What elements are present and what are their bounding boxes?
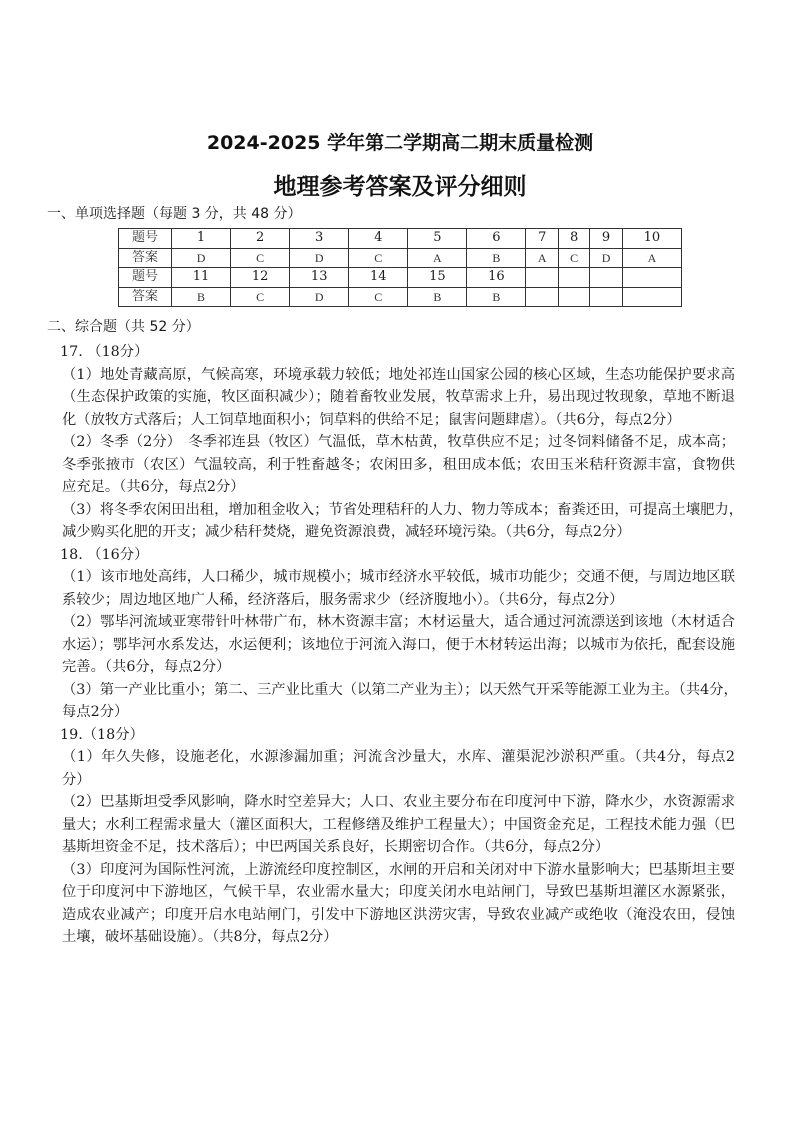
answer-line: 冬季张掖市（农区）气温较高，利于牲畜越冬；农闲田多，租田成本低；农田玉米秸秆资源丰富，食物供 (62, 456, 735, 473)
answer-line: 完善。（共6分，每点2分） (62, 659, 231, 675)
question-number-cell (590, 268, 623, 288)
answer-cell: C (231, 287, 290, 307)
answer-cell: C (559, 248, 590, 268)
answer-line: 土壤，破坏基础设施）。（共8分，每点2分） (62, 929, 338, 945)
question-number-cell: 8 (559, 229, 590, 249)
answer-cell: C (349, 248, 408, 268)
answer-cell: B (172, 287, 231, 307)
row-label: 题号 (119, 268, 172, 288)
answer-cell (526, 287, 559, 307)
answer-line: （3）印度河为国际性河流，上游流经印度控制区，水闸的开启和关闭对中下游水量影响大；巴基斯坦主要 (62, 861, 735, 878)
answer-line: （2）巴基斯坦受季风影响，降水时空差异大；人口、农业主要分布在印度河中下游，降水少，水资源需求 (62, 794, 735, 810)
answer-cell: A (622, 248, 681, 268)
question-number-cell: 10 (622, 229, 681, 249)
question-number-cell: 9 (590, 229, 623, 249)
document-title: 2024-2025 学年第二学期高二期末质量检测 (206, 132, 594, 154)
answer-cell: A (408, 248, 467, 268)
answer-line: 位于印度河中下游地区，气候干旱，农业需水量大；印度关闭水电站闸门，导致巴基斯坦灌区水源紧张， (62, 884, 735, 900)
answer-cell: D (290, 287, 349, 307)
answer-line: 系较少；周边地区地广人稀，经济落后，服务需求少（经济腹地小）。（共6分，每点2分） (62, 591, 624, 608)
question-number-cell (559, 268, 590, 288)
answer-part (62, 746, 735, 791)
answer-line: 分） (62, 771, 91, 788)
document-subtitle: 地理参考答案及评分细则 (273, 174, 527, 200)
question-number-cell: 4 (349, 229, 408, 249)
answer-line: （1）该市地处高纬，人口稀少，城市规模小；城市经济水平较低，城市功能少；交通不便，与周边地区联 (62, 569, 735, 585)
answer-part (62, 364, 735, 432)
answer-line: 应充足。（共6分，每点2分） (62, 479, 245, 495)
answer-cell: D (290, 248, 349, 268)
answer-row (119, 287, 682, 307)
section-heading-multiple-choice: 一、单项选择题（每题 3 分，共 48 分） (47, 206, 302, 222)
question-number-cell (622, 268, 681, 288)
answer-line: 化（放牧方式落后；人工饲草地面积小；饲草料的供给不足；鼠害问题肆虐）。（共6分，每点2分） (62, 411, 681, 428)
answer-line: （生态保护政策的实施，牧区面积减少）；随着畜牧业发展，牧草需求上升，易出现过牧现象，草地不断退 (62, 389, 735, 405)
answer-cell (559, 287, 590, 307)
answer-row (119, 248, 682, 268)
question-header: 17. （18分） (60, 344, 149, 360)
question-number-cell: 12 (231, 268, 290, 288)
answer-cell (590, 287, 623, 307)
answer-cell: D (172, 248, 231, 268)
answer-cell: B (408, 287, 467, 307)
answer-line: 基斯坦资金不足，技术落后）；中巴两国关系良好，长期密切合作。（共6分，每点2分） (62, 839, 610, 855)
answer-cell: C (231, 248, 290, 268)
question-number-row (119, 229, 682, 249)
answer-cell: A (526, 248, 559, 268)
answers-body (60, 341, 744, 949)
answer-line: 造成农业减产；印度开启水电站闸门，引发中下游地区洪涝灾害，导致农业减产或绝收（淹没农田，侵蚀 (62, 906, 735, 923)
row-label: 答案 (119, 248, 172, 268)
answer-line: （2）冬季（2分） 冬季祁连县（牧区）气温低，草木枯黄，牧草供应不足；过冬饲料储备不足，成本高； (62, 434, 735, 450)
answer-cell: C (349, 287, 408, 307)
answer-line: （1）年久失修，设施老化，水源渗漏加重；河流含沙量大，水库、灌渠泥沙淤积严重。（共4分，每点2 (62, 749, 735, 765)
answer-cell (622, 287, 681, 307)
question-number-cell: 16 (467, 268, 526, 288)
answer-part (62, 499, 744, 544)
question-number-cell: 14 (349, 268, 408, 288)
question-header: 19.（18分） (60, 726, 144, 743)
answer-line: 每点2分） (62, 704, 129, 720)
answer-line: 量大；水利工程需求量大（灌区面积大，工程修缮及维护工程量大）；中国资金充足，工程技术能力强（巴 (62, 816, 735, 833)
question-number-cell: 6 (467, 229, 526, 249)
answer-part (62, 566, 735, 611)
answer-line: 水运）；鄂毕河水系发达，水运便利；该地位于河流入海口，便于木材转运出海；以城市为依托，配套设施 (62, 636, 735, 653)
answer-cell: B (467, 248, 526, 268)
answer-line: （2）鄂毕河流域亚寒带针叶林带广布，林木资源丰富；木材运量大，适合通过河流漂送到该地（木材适合 (62, 614, 735, 630)
row-label: 题号 (119, 229, 172, 249)
question-number-cell: 11 (172, 268, 231, 288)
answer-part (62, 611, 735, 679)
answer-cell: D (590, 248, 623, 268)
answer-line: （3）将冬季农闲田出租，增加租金收入；节省处理秸秆的人力、物力等成本；畜粪还田，可提高土壤肥力， (62, 501, 744, 518)
question-number-cell: 13 (290, 268, 349, 288)
question-number-cell: 1 (172, 229, 231, 249)
answer-cell: B (467, 287, 526, 307)
answer-line: （1）地处青藏高原，气候高寒，环境承载力较低；地处祁连山国家公园的核心区域，生态功能保护要求高 (62, 366, 735, 383)
section-heading-comprehensive: 二、综合题（共 52 分） (47, 319, 200, 335)
answer-part (62, 859, 735, 949)
question-number-cell (526, 268, 559, 288)
question-number-row (119, 268, 682, 288)
answer-table (118, 228, 682, 307)
answer-part (62, 431, 735, 499)
question-number-cell: 2 (231, 229, 290, 249)
answer-part (62, 791, 735, 859)
question-number-cell: 7 (526, 229, 559, 249)
row-label: 答案 (119, 287, 172, 307)
question-number-cell: 3 (290, 229, 349, 249)
question-number-cell: 5 (408, 229, 467, 249)
question-header: 18. （16分） (60, 546, 149, 563)
question-number-cell: 15 (408, 268, 467, 288)
answer-line: 减少购买化肥的开支；减少秸秆焚烧，避免资源浪费，减轻环境污染。（共6分，每点2分） (62, 524, 631, 540)
answer-line: （3）第一产业比重小；第二、三产业比重大（以第二产业为主）；以天然气开采等能源工业为主。（共4分， (62, 681, 738, 698)
answer-part (62, 679, 738, 724)
